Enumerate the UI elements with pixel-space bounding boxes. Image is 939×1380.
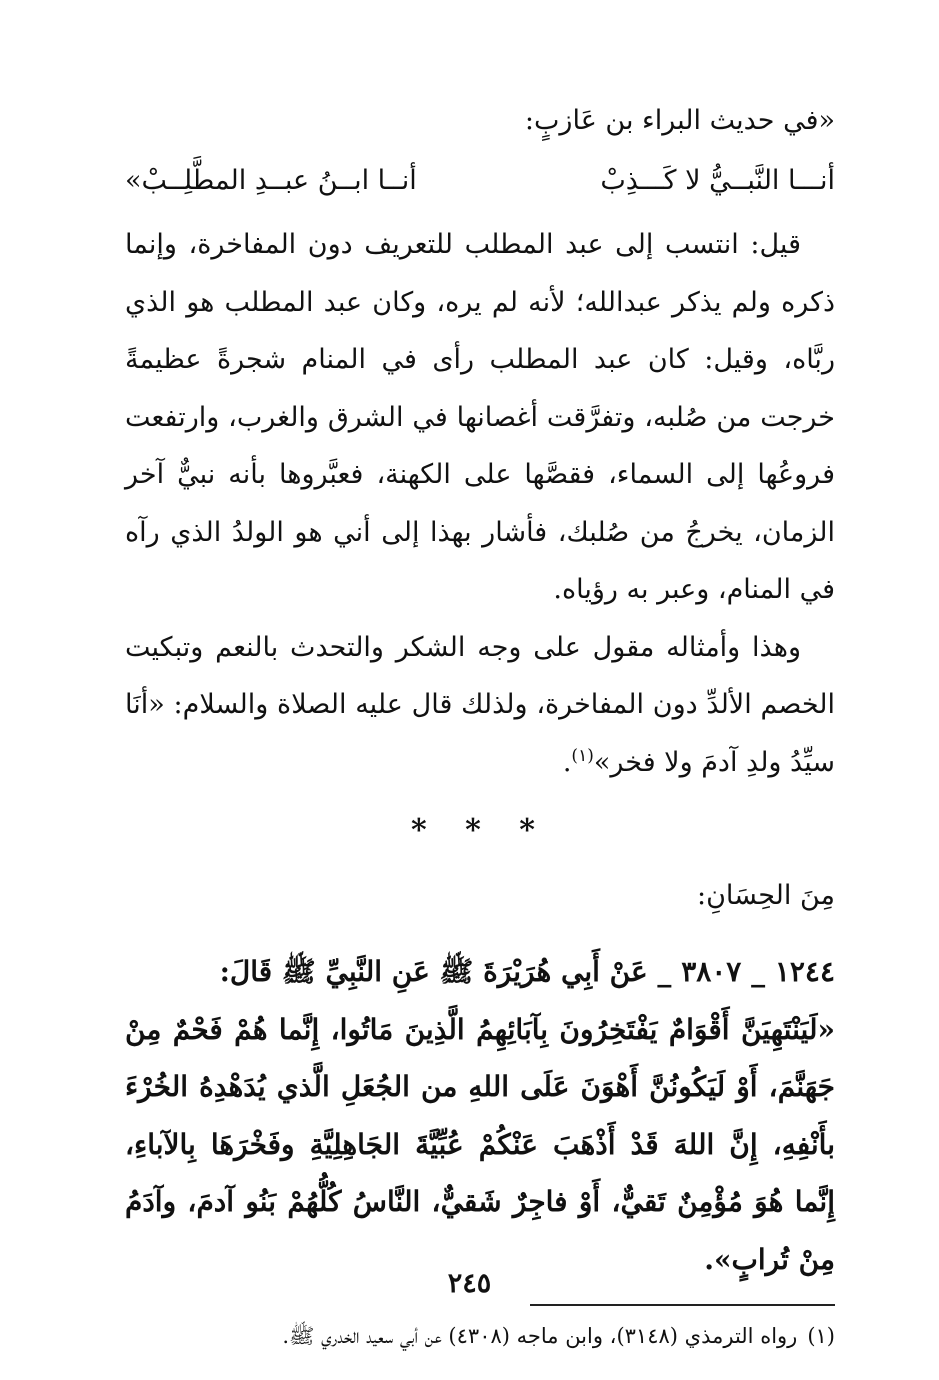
commentary-paragraph-text: وهذا وأمثاله مقول على وجه الشكر والتحدث بالنعم وتبكيت الخصم الألدِّ دون المفاخرة، ولذلك قال عليه الصلاة والسلام: «أنَا سيِّدُ ولدِ آدمَ ولا فخر» <box>125 631 835 778</box>
page-body <box>125 92 835 1356</box>
footnote-marker: (١) <box>807 1324 835 1348</box>
intro-line: «في حديث البراء بن عَازبٍ: <box>524 105 835 136</box>
footnote-divider <box>530 1304 835 1306</box>
verse-second-hemistich: أنــا ابــنُ عبــدِ المطَّلِــبْ» <box>125 165 417 196</box>
footnote <box>125 1316 835 1356</box>
verse-first-hemistich: أنـــا النَّبــيُّ لا كَـــذِبْ <box>600 165 835 196</box>
commentary-paragraph-2 <box>125 619 835 792</box>
hadith-header: ١٢٤٤ _ ٣٨٠٧ _ عَنْ أَبِي هُرَيْرَةَ ﷺ عَنِ النَّبِيِّ ﷺ قَالَ: <box>219 955 835 988</box>
hadith-text: «لَيَنْتَهِيَنَّ أَقْوَامٌ يَفْتَخِرُونَ بِآبَائِهِمُ الَّذِينَ مَاتُوا، إِنَّما هُمْ فَحْمٌ مِنْ جَهَنَّمَ، أَوْ لَيَكُونُنَّ أَهْوَنَ عَلَى اللهِ من الجُعَلِ الَّذي يُدَهْدِهُ الخُرْءَ بأَنْفِهِ، إِنَّ اللهَ قَدْ أَذْهَبَ عَنْكُمْ عُبِّيَّةَ الجَاهِلِيَّةِ وفَخْرَهَا بِالآباءِ، إِنَّما هُوَ مُؤْمِنٌ تَقيٌّ، أَوْ فاجِرٌ شَقيٌّ، النَّاسُ كُلُّهُمْ بَنُو آدمَ، وآدَمُ مِنْ تُرابٍ». <box>125 1012 835 1276</box>
section-title: مِنَ الحِسَانِ: <box>697 880 835 911</box>
section-separator: * * * <box>411 813 549 848</box>
page-number: ٢٤٥ <box>447 1268 492 1299</box>
poetry-verse <box>125 150 835 212</box>
paragraph-end: . <box>562 746 572 778</box>
hadith-block <box>125 943 835 1288</box>
footnote-reference: (١) <box>571 745 594 766</box>
footnote-text: رواه الترمذي (٣١٤٨)، وابن ماجه (٤٣٠٨) عن أبي سعيد الخدري ﷺ. <box>282 1324 798 1348</box>
commentary-paragraph: قيل: انتسب إلى عبد المطلب للتعريف دون المفاخرة، وإنما ذكره ولم يذكر عبدالله؛ لأنه لم يره، وكان عبد المطلب هو الذي ربَّاه، وقيل: كان عبد المطلب رأى في المنام شجرةً عظيمةً خرجت من صُلبه، وتفرَّقت أغصانها في الشرق والغرب، وارتفعت فروعُها إلى السماء، فقصَّها على الكهنة، فعبَّروها بأنه نبيٌّ آخر الزمان، يخرجُ من صُلبك، فأشار بهذا إلى أني هو الولدُ الذي رآه في المنام، وعبر به رؤياه. <box>125 229 835 605</box>
